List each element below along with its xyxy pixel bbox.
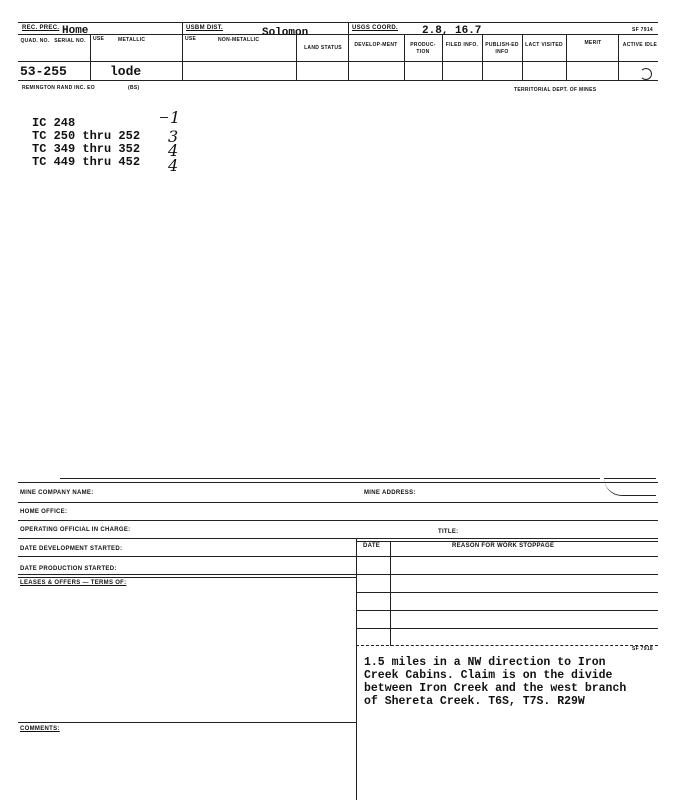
mine-address-label: MINE ADDRESS: [364,490,416,496]
usbm-dist-value: Solomon [262,27,309,39]
usgs-coord-value: 2.8, 16.7 [422,25,482,37]
title-label: TITLE: [438,529,459,535]
mine-company-name-label: MINE COMPANY NAME: [20,490,94,496]
col-use-non-metallic: USE [185,36,197,42]
col-sep [566,34,567,80]
col-sep [442,34,443,80]
col-sep [404,34,405,80]
leases-offers-label: LEASES & OFFERS — TERMS OF: [20,580,127,586]
reference-item: TC 449 thru 452 [32,155,141,169]
location-note-line: of Shereta Creek. T6S, T7S. R29W [364,695,585,708]
form-number-bottom: SF 7918 [632,646,654,652]
header-row-rule [18,61,658,62]
rule [18,538,658,539]
col-quad-no: QUAD. NO. [20,38,50,44]
reference-dash [160,117,168,118]
location-note-line: 1.5 miles in a NW direction to Iron [364,656,606,669]
rule [356,541,658,542]
date-column-header: DATE [363,543,381,549]
record-quad-serial: 53-255 [20,64,67,79]
rule [18,577,356,578]
header-bottom-rule [18,80,658,81]
date-development-started-label: DATE DEVELOPMENT STARTED: [20,546,123,552]
imprint-left: REMINGTON RAND INC. EO [22,85,95,91]
rule [356,628,658,629]
reference-item: IC 248 [32,116,76,130]
reference-item: TC 250 thru 252 [32,129,141,143]
col-sep [182,22,183,80]
col-sep [482,34,483,80]
rec-prec-label: REC. PREC. [22,25,60,31]
imprint-left-mid: (BS) [128,85,140,91]
reference-count: 4 [168,141,179,160]
rule [18,502,658,503]
header-mid-rule [18,34,658,35]
home-office-label: HOME OFFICE: [20,509,68,515]
col-filed-info: FILED INFO. [445,42,479,48]
rec-prec-value: Home [62,25,89,37]
col-sep [522,34,523,80]
record-metallic: lode [110,64,142,79]
rule [356,645,658,646]
col-serial-no: SERIAL NO. [54,38,86,44]
col-last-visited: LACT VISITED [525,42,563,48]
col-sep [348,22,349,80]
header-top-rule [18,22,658,23]
col-sep [390,541,391,646]
rule [18,556,658,557]
rule [18,574,658,575]
col-sep [618,34,619,80]
form-number-top: SF 7914 [632,27,654,33]
reference-count: 1 [170,108,181,127]
location-note-line: Creek Cabins. Claim is on the divide [364,669,613,682]
location-note [364,656,626,708]
col-sep [356,538,357,800]
col-use-metallic: USE [93,36,105,42]
col-published-info: PUBLISH-ED INFO [485,42,519,55]
reference-count: 4 [168,156,179,175]
reference-count: 3 [168,127,179,146]
corner-curve [604,478,656,496]
rule [60,478,600,479]
col-sep [90,34,91,80]
col-merit: MERIT [584,40,602,46]
comments-label: COMMENTS: [20,726,60,732]
col-land-status: LAND STATUS [304,45,342,51]
col-development: DEVELOP-MENT [354,42,398,48]
rule [18,722,356,723]
col-sep [296,34,297,80]
col-production: PRODUC-TION [410,42,436,55]
usgs-coord-label: USGS COORD. [352,25,398,31]
reference-item: TC 349 thru 352 [32,142,141,156]
rule [356,592,658,593]
rule [18,482,658,483]
active-idle-mark-icon [640,68,652,80]
operating-official-label: OPERATING OFFICIAL IN CHARGE: [20,527,131,533]
date-production-started-label: DATE PRODUCTION STARTED: [20,566,117,572]
rule [356,610,658,611]
usbm-dist-label: USBM DIST. [186,25,224,31]
location-note-line: between Iron Creek and the west branch [364,682,627,695]
imprint-right: TERRITORIAL DEPT. OF MINES [514,87,597,93]
rule [18,520,658,521]
col-metallic: METALLIC [118,37,146,43]
reason-column-header: REASON FOR WORK STOPPAGE [452,543,555,549]
col-non-metallic: NON-METALLIC [218,37,260,43]
col-active-idle: ACTIVE IDLE [622,42,658,48]
